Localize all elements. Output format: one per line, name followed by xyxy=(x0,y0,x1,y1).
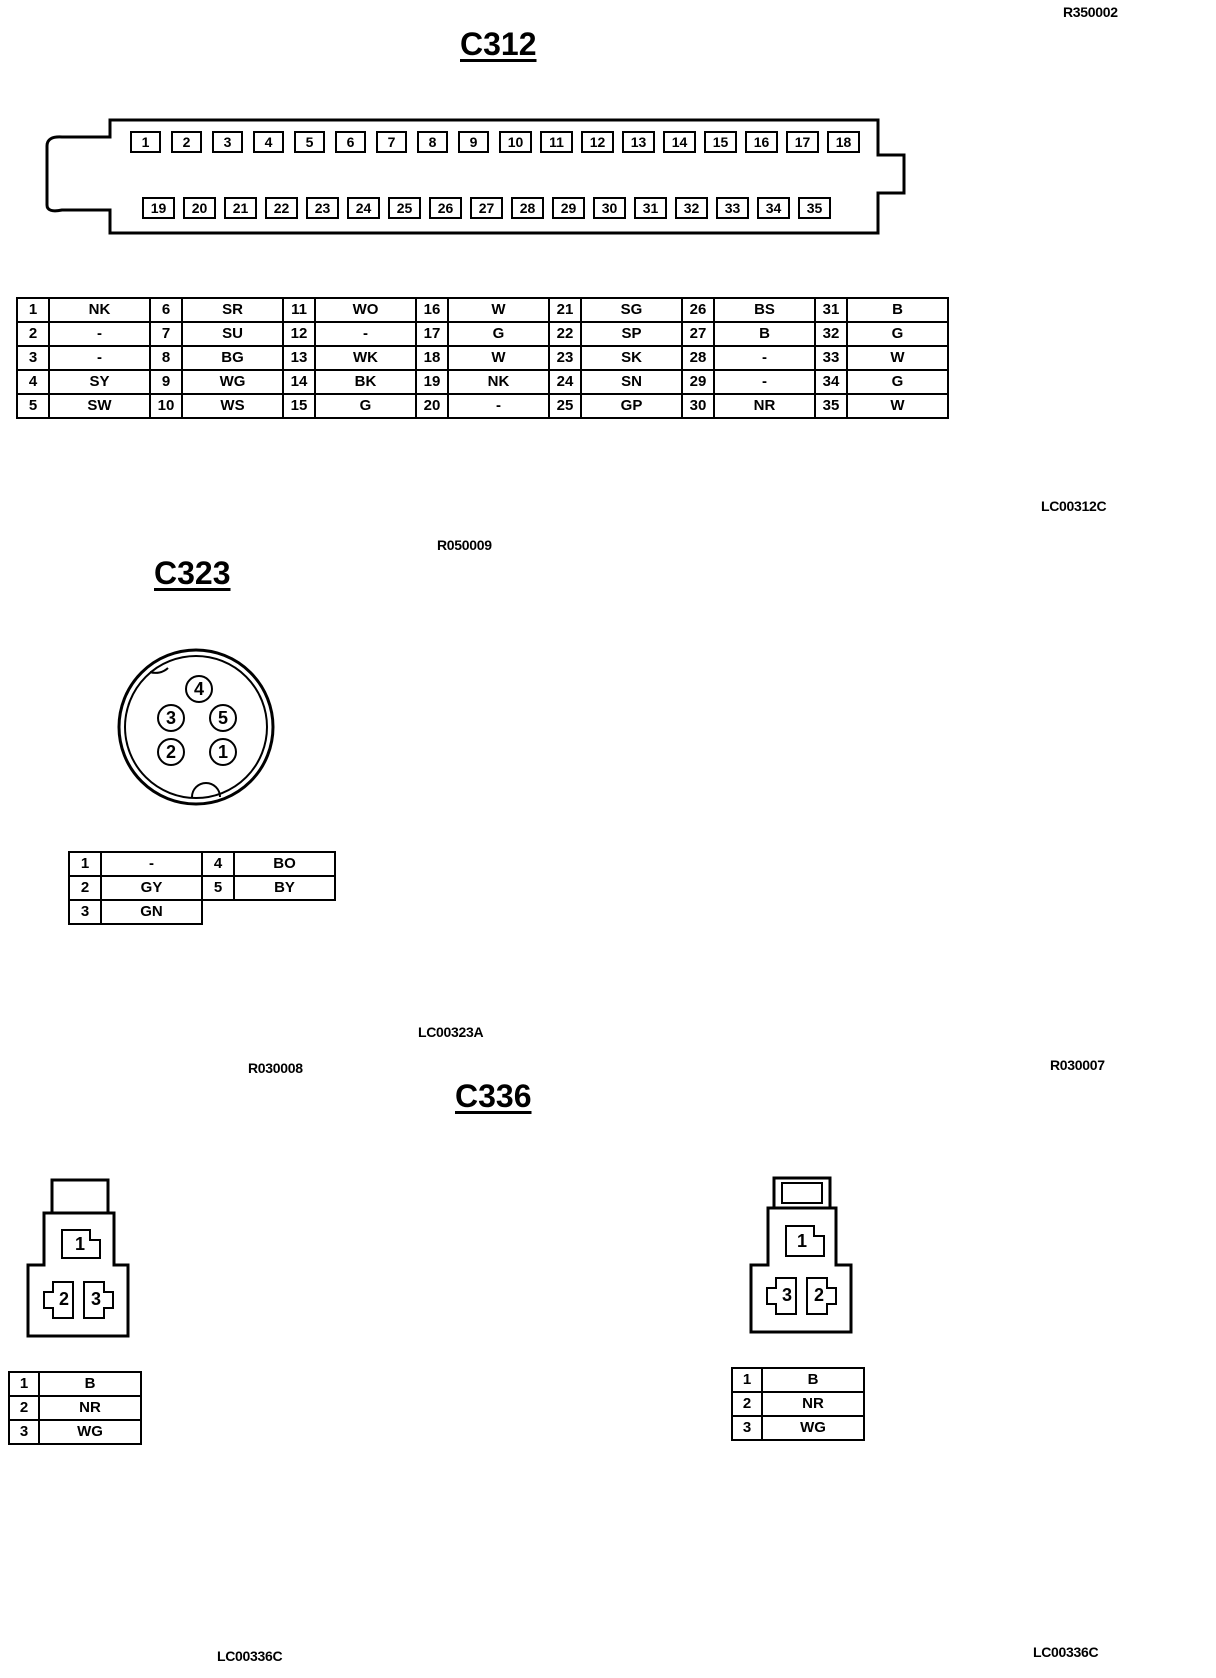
c336-left-table-wire-color: WG xyxy=(39,1420,141,1444)
c336-left-table-wire-color: NR xyxy=(39,1396,141,1420)
c336-left-latch xyxy=(52,1180,108,1213)
c312-table-wire-color: SR xyxy=(182,298,283,322)
c336-right-table-pin-number: 3 xyxy=(732,1416,762,1440)
c312-table-pin-number: 24 xyxy=(549,370,581,394)
c312-table-pin-number: 2 xyxy=(17,322,49,346)
c312-table-pin-number: 3 xyxy=(17,346,49,370)
c312-pin-14: 14 xyxy=(663,131,696,153)
c312-table-wire-color: SN xyxy=(581,370,682,394)
c312-table-pin-number: 27 xyxy=(682,322,714,346)
ref-c336-left-header: R030008 xyxy=(248,1060,303,1076)
c312-table-pin-number: 20 xyxy=(416,394,448,418)
c323-table-wire-color: GY xyxy=(101,876,202,900)
c336-left-table-row xyxy=(9,1396,141,1420)
c312-table-wire-color: - xyxy=(315,322,416,346)
c336-right-table-wire-color: B xyxy=(762,1368,864,1392)
c312-table-wire-color: SW xyxy=(49,394,150,418)
c312-pin-26: 26 xyxy=(429,197,462,219)
c336-left-table-pin-number: 2 xyxy=(9,1396,39,1420)
c312-pin-16: 16 xyxy=(745,131,778,153)
c312-table-pin-number: 30 xyxy=(682,394,714,418)
c312-pin-10: 10 xyxy=(499,131,532,153)
c312-table-wire-color: W xyxy=(448,298,549,322)
c336-right-pin-2: 2 xyxy=(813,1285,824,1305)
c312-pin-17: 17 xyxy=(786,131,819,153)
c312-pin-4: 4 xyxy=(253,131,284,153)
c323-connector-shell xyxy=(119,650,273,804)
ref-c323-header: R050009 xyxy=(437,537,492,553)
c312-table-pin-number: 13 xyxy=(283,346,315,370)
c312-table-wire-color: SY xyxy=(49,370,150,394)
c312-pin-31: 31 xyxy=(634,197,667,219)
c312-table-row xyxy=(17,346,948,370)
c312-table-wire-color: NR xyxy=(714,394,815,418)
c312-pin-32: 32 xyxy=(675,197,708,219)
c312-table-row xyxy=(17,298,948,322)
c312-table-wire-color: BK xyxy=(315,370,416,394)
c312-table-wire-color: SU xyxy=(182,322,283,346)
ref-c312-footer: LC00312C xyxy=(1041,498,1107,514)
c312-pin-2: 2 xyxy=(171,131,202,153)
c312-pin-13: 13 xyxy=(622,131,655,153)
c323-pin-5: 5 xyxy=(209,704,237,732)
c312-table-pin-number: 22 xyxy=(549,322,581,346)
c336-left-table-wire-color: B xyxy=(39,1372,141,1396)
c312-pin-34: 34 xyxy=(757,197,790,219)
c312-table-pin-number: 26 xyxy=(682,298,714,322)
c312-table-wire-color: WG xyxy=(182,370,283,394)
c312-table-pin-number: 15 xyxy=(283,394,315,418)
ref-top-right: R350002 xyxy=(1063,4,1118,20)
c336-right-wire-table xyxy=(731,1367,865,1441)
c312-pin-28: 28 xyxy=(511,197,544,219)
c336-left-table-pin-number: 1 xyxy=(9,1372,39,1396)
c312-pin-1: 1 xyxy=(130,131,161,153)
c312-pin-29: 29 xyxy=(552,197,585,219)
c312-pin-7: 7 xyxy=(376,131,407,153)
c312-pin-30: 30 xyxy=(593,197,626,219)
c312-table-wire-color: WS xyxy=(182,394,283,418)
c312-title: C312 xyxy=(460,26,537,62)
c312-pin-6: 6 xyxy=(335,131,366,153)
c336-left-pin-2: 2 xyxy=(58,1289,69,1309)
c336-left-body xyxy=(28,1213,128,1336)
c312-pin-19: 19 xyxy=(142,197,175,219)
c312-table-wire-color: BS xyxy=(714,298,815,322)
c336-left-table-row xyxy=(9,1420,141,1444)
c312-table-wire-color: - xyxy=(714,346,815,370)
c323-wire-table xyxy=(68,851,336,925)
c312-table-pin-number: 16 xyxy=(416,298,448,322)
c323-table-pin-number: 4 xyxy=(202,852,234,876)
c312-table-wire-color: G xyxy=(448,322,549,346)
c312-table-wire-color: W xyxy=(847,346,948,370)
c323-pin-3: 3 xyxy=(157,704,185,732)
c312-pin-22: 22 xyxy=(265,197,298,219)
c312-table-pin-number: 18 xyxy=(416,346,448,370)
c323-table-row xyxy=(69,852,335,876)
c312-table-pin-number: 8 xyxy=(150,346,182,370)
c323-table-row xyxy=(69,900,335,924)
c336-right-table-wire-color: WG xyxy=(762,1416,864,1440)
ref-c336-right-header: R030007 xyxy=(1050,1057,1105,1073)
c323-table-pin-number: 3 xyxy=(69,900,101,924)
c312-pin-23: 23 xyxy=(306,197,339,219)
c312-table-pin-number: 35 xyxy=(815,394,847,418)
c323-table-pin-number: 2 xyxy=(69,876,101,900)
c323-pin-4: 4 xyxy=(185,675,213,703)
c312-table-pin-number: 34 xyxy=(815,370,847,394)
c312-table-wire-color: - xyxy=(448,394,549,418)
c312-table-wire-color: G xyxy=(847,322,948,346)
c312-table-wire-color: GP xyxy=(581,394,682,418)
c312-pin-24: 24 xyxy=(347,197,380,219)
c336-right-table-row xyxy=(732,1392,864,1416)
c312-table-pin-number: 4 xyxy=(17,370,49,394)
c312-table-wire-color: SK xyxy=(581,346,682,370)
c312-wire-table xyxy=(16,297,949,419)
c312-table-wire-color: SP xyxy=(581,322,682,346)
c336-right-pin-3: 3 xyxy=(781,1285,792,1305)
c336-right-latch-inner xyxy=(782,1183,822,1203)
c312-table-wire-color: NK xyxy=(448,370,549,394)
c312-table-pin-number: 21 xyxy=(549,298,581,322)
c312-table-pin-number: 14 xyxy=(283,370,315,394)
c312-table-pin-number: 23 xyxy=(549,346,581,370)
c312-table-wire-color: SG xyxy=(581,298,682,322)
c312-pin-33: 33 xyxy=(716,197,749,219)
c312-pin-12: 12 xyxy=(581,131,614,153)
c312-pin-21: 21 xyxy=(224,197,257,219)
c336-right-table-wire-color: NR xyxy=(762,1392,864,1416)
c336-left-table-pin-number: 3 xyxy=(9,1420,39,1444)
c312-table-wire-color: NK xyxy=(49,298,150,322)
c312-table-wire-color: WO xyxy=(315,298,416,322)
c312-table-wire-color: - xyxy=(49,322,150,346)
c312-table-wire-color: BG xyxy=(182,346,283,370)
c312-table-pin-number: 31 xyxy=(815,298,847,322)
c312-pin-27: 27 xyxy=(470,197,503,219)
c312-table-pin-number: 12 xyxy=(283,322,315,346)
ref-c336-right-footer: LC00336C xyxy=(1033,1644,1099,1660)
c312-table-pin-number: 1 xyxy=(17,298,49,322)
c312-table-row xyxy=(17,370,948,394)
c336-left-table-row xyxy=(9,1372,141,1396)
c336-right-table-pin-number: 2 xyxy=(732,1392,762,1416)
c312-table-pin-number: 6 xyxy=(150,298,182,322)
c312-table-pin-number: 19 xyxy=(416,370,448,394)
c312-table-wire-color: B xyxy=(714,322,815,346)
c336-left-wire-table xyxy=(8,1371,142,1445)
c312-table-pin-number: 25 xyxy=(549,394,581,418)
c312-table-pin-number: 11 xyxy=(283,298,315,322)
c312-table-pin-number: 33 xyxy=(815,346,847,370)
c312-pin-3: 3 xyxy=(212,131,243,153)
c312-table-pin-number: 10 xyxy=(150,394,182,418)
c323-table-wire-color: BO xyxy=(234,852,335,876)
c336-left-pin-3: 3 xyxy=(90,1289,101,1309)
c336-left-pin-1: 1 xyxy=(74,1234,85,1254)
c312-table-pin-number: 7 xyxy=(150,322,182,346)
c312-table-row xyxy=(17,322,948,346)
c323-title: C323 xyxy=(154,555,231,591)
c323-table-wire-color: BY xyxy=(234,876,335,900)
c312-pin-35: 35 xyxy=(798,197,831,219)
c312-pin-9: 9 xyxy=(458,131,489,153)
ref-c336-left-footer: LC00336C xyxy=(217,1648,283,1664)
c336-title: C336 xyxy=(455,1078,532,1114)
c312-table-wire-color: G xyxy=(315,394,416,418)
c312-table-pin-number: 17 xyxy=(416,322,448,346)
c312-table-wire-color: B xyxy=(847,298,948,322)
c312-pin-20: 20 xyxy=(183,197,216,219)
c312-table-wire-color: W xyxy=(448,346,549,370)
c336-right-table-row xyxy=(732,1416,864,1440)
c312-table-pin-number: 9 xyxy=(150,370,182,394)
c323-pin-2: 2 xyxy=(157,738,185,766)
c312-pin-11: 11 xyxy=(540,131,573,153)
c312-table-pin-number: 32 xyxy=(815,322,847,346)
c336-right-table-row xyxy=(732,1368,864,1392)
c323-table-pin-number: 5 xyxy=(202,876,234,900)
c323-pin-1: 1 xyxy=(209,738,237,766)
c312-pin-8: 8 xyxy=(417,131,448,153)
c312-pin-18: 18 xyxy=(827,131,860,153)
c312-table-wire-color: WK xyxy=(315,346,416,370)
c312-table-wire-color: G xyxy=(847,370,948,394)
c312-table-wire-color: W xyxy=(847,394,948,418)
c323-table-wire-color: - xyxy=(101,852,202,876)
c323-table-wire-color: GN xyxy=(101,900,202,924)
c312-table-pin-number: 29 xyxy=(682,370,714,394)
c336-right-table-pin-number: 1 xyxy=(732,1368,762,1392)
c312-table-wire-color: - xyxy=(49,346,150,370)
ref-c323-footer: LC00323A xyxy=(418,1024,484,1040)
c312-table-wire-color: - xyxy=(714,370,815,394)
c336-right-pin-1: 1 xyxy=(796,1231,807,1251)
c323-table-pin-number: 1 xyxy=(69,852,101,876)
c312-pin-5: 5 xyxy=(294,131,325,153)
c312-table-pin-number: 28 xyxy=(682,346,714,370)
c312-table-pin-number: 5 xyxy=(17,394,49,418)
c312-pin-15: 15 xyxy=(704,131,737,153)
c323-table-row xyxy=(69,876,335,900)
c312-pin-25: 25 xyxy=(388,197,421,219)
c312-table-row xyxy=(17,394,948,418)
